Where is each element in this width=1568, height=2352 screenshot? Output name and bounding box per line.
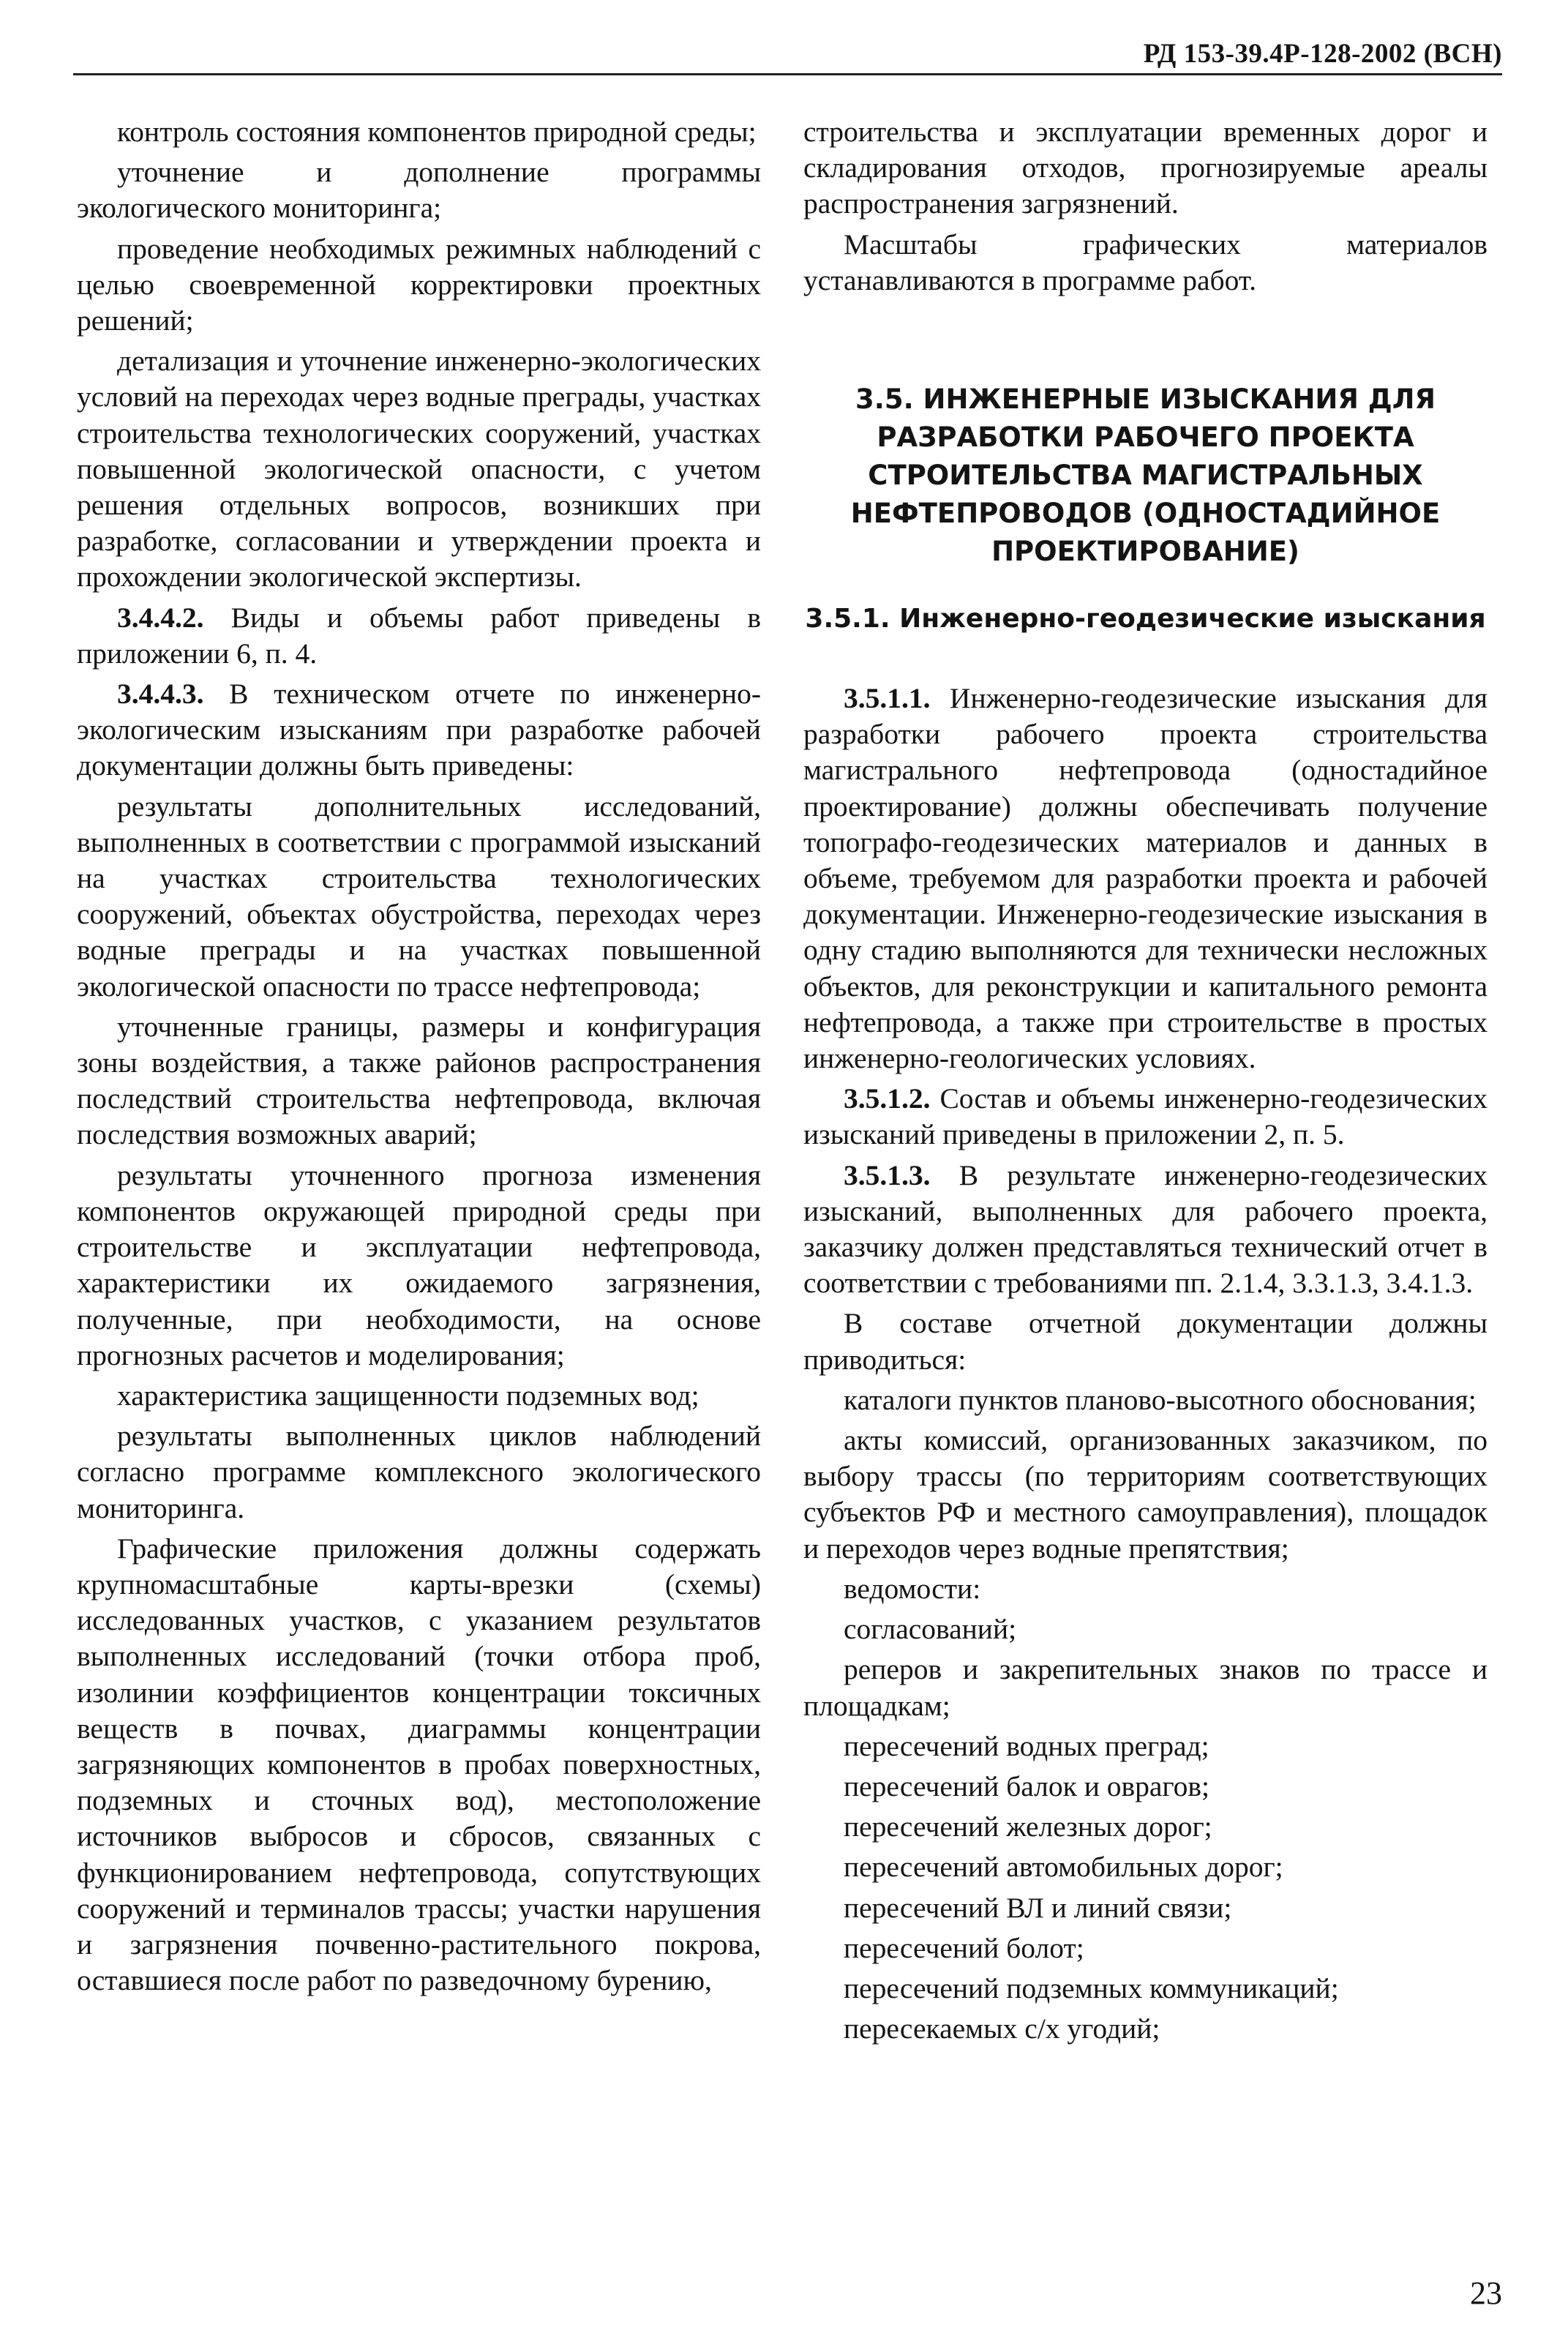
paragraph xyxy=(803,1306,1488,1377)
paragraph-text: Масштабы графических материалов устанавливаются в программе работ. xyxy=(803,228,1488,296)
clause-number: 3.4.4.3. xyxy=(117,678,204,711)
clause-number: 3.5.1.2. xyxy=(844,1082,931,1115)
paragraph-text: пересечений ВЛ и линий связи; xyxy=(844,1891,1232,1924)
paragraph-text: пересечений болот; xyxy=(844,1931,1084,1964)
paragraph xyxy=(803,681,1488,1076)
paragraph xyxy=(77,676,761,784)
paragraph xyxy=(77,231,761,340)
paragraph xyxy=(803,1652,1488,1723)
paragraph xyxy=(803,1971,1488,2007)
paragraph xyxy=(803,1571,1488,1607)
left-column xyxy=(77,114,761,1999)
paragraph xyxy=(77,789,761,1005)
right-column-bottom-text xyxy=(803,681,1488,2047)
paragraph xyxy=(803,1423,1488,1567)
paragraph-text: пересечений автомобильных дорог; xyxy=(844,1851,1283,1884)
paragraph-text: ведомости: xyxy=(844,1572,981,1605)
right-column-top-text xyxy=(803,114,1488,299)
paragraph xyxy=(803,1729,1488,1764)
paragraph-text: пересечений подземных коммуникаций; xyxy=(844,1971,1339,2004)
header-rule xyxy=(73,73,1502,75)
paragraph xyxy=(803,1158,1488,1302)
paragraph xyxy=(77,343,761,595)
subsection-heading: 3.5.1. Инженерно-геодезические изыскания xyxy=(805,604,1486,634)
paragraph xyxy=(77,600,761,672)
paragraph-text: детализация и уточнение инженерно-экологических условий на переходах через водные преграды, участках строительства технологических сооружений, участках повышенной экологической опасности, с учетом решения отдельных вопросов, возникших при разработке, согласовании и утверждении проекта и прохождении экологической экспертизы. xyxy=(77,345,761,593)
paragraph xyxy=(77,1531,761,1999)
clause-number: 3.5.1.1. xyxy=(844,682,931,715)
paragraph xyxy=(77,1378,761,1414)
paragraph xyxy=(77,1009,761,1153)
paragraph xyxy=(77,1158,761,1374)
paragraph-text: контроль состояния компонентов природной среды; xyxy=(117,116,757,148)
paragraph xyxy=(803,1809,1488,1845)
paragraph-text: В техническом отчете по инженерно-экологическим изысканиям при разработке рабочей документации должны быть приведены: xyxy=(77,678,761,782)
paragraph xyxy=(77,114,761,150)
paragraph xyxy=(77,1418,761,1527)
paragraph xyxy=(803,1930,1488,1966)
paragraph xyxy=(803,1849,1488,1885)
paragraph xyxy=(803,1081,1488,1153)
paragraph xyxy=(803,2011,1488,2047)
paragraph-text: характеристика защищенности подземных вод; xyxy=(117,1379,699,1412)
paragraph-text: Состав и объемы инженерно-геодезических изысканий приведены в приложении 2, п. 5. xyxy=(803,1082,1488,1151)
paragraph-text: Инженерно-геодезические изыскания для разработки рабочего проекта строительства магистрального нефтепровода (одностадийное проектирование) должны обеспечивать получение топографо-геодезических материалов и данных в объеме, требуемом для разработки проекта и рабочей документации. Инженерно-геодезические изыскания в одну стадию выполняются для технически несложных объектов, для реконструкции и капитального ремонта нефтепровода, а также при строительстве в простых инженерно-геологических условиях. xyxy=(803,682,1488,1075)
paragraph-text: пересечений балок и оврагов; xyxy=(844,1769,1209,1802)
paragraph-text: каталоги пунктов планово-высотного обоснования; xyxy=(844,1383,1477,1416)
paragraph-text: уточненные границы, размеры и конфигурация зоны воздействия, а также районов распространения последствий строительства нефтепровода, включая последствия возможных аварий; xyxy=(77,1010,761,1151)
paragraph-text: пересечений водных преград; xyxy=(844,1729,1209,1762)
paragraph xyxy=(803,1890,1488,1926)
paragraph-text: согласований; xyxy=(844,1613,1017,1646)
paragraph xyxy=(803,1611,1488,1647)
paragraph xyxy=(803,114,1488,222)
paragraph xyxy=(803,1382,1488,1418)
paragraph-text: пересекаемых с/х угодий; xyxy=(844,2012,1160,2045)
paragraph-text: реперов и закрепительных знаков по трассе и площадкам; xyxy=(803,1653,1488,1722)
paragraph xyxy=(803,227,1488,299)
paragraph-text: результаты уточненного прогноза изменения компонентов окружающей природной среды при строительстве и эксплуатации нефтепровода, характеристики их ожидаемого загрязнения, полученные, при необходимости, на основе прогнозных расчетов и моделирования; xyxy=(77,1158,761,1371)
paragraph-text: Виды и объемы работ приведены в приложении 6, п. 4. xyxy=(77,601,761,670)
clause-number: 3.4.4.2. xyxy=(117,601,204,634)
paragraph-text: Графические приложения должны содержать крупномасштабные карты-врезки (схемы) исследованных участков, с указанием результатов выполненных исследований (точки отбора проб, изолинии коэффициентов концентрации токсичных веществ в почвах, диаграммы концентрации загрязняющих компонентов в пробах поверхностных, подземных и сточных вод), местоположение источников выбросов и сбросов, связанных с функционированием нефтепровода, сопутствующих сооружений и терминалов трассы; участки нарушения и загрязнения почвенно-растительного покрова, оставшиеся после работ по разведочному бурению, xyxy=(77,1532,761,1997)
section-heading: 3.5. ИНЖЕНЕРНЫЕ ИЗЫСКАНИЯ ДЛЯ РАЗРАБОТКИ РАБОЧЕГО ПРОЕКТА СТРОИТЕЛЬСТВА МАГИСТРАЛЬНЫХ НЕФТЕПРОВОДОВ (ОДНОСТАДИЙНОЕ ПРОЕКТИРОВАНИЕ) xyxy=(850,383,1441,568)
paragraph-text: строительства и эксплуатации временных дорог и складирования отходов, прогнозируемые ареалы распространения загрязнений. xyxy=(803,116,1488,220)
paragraph-text: уточнение и дополнение программы экологического мониторинга; xyxy=(77,156,761,225)
paragraph-text: В результате инженерно-геодезических изысканий, выполненных для рабочего проекта, заказчику должен представляться технический отчет в соответствии с требованиями пп. 2.1.4, 3.3.1.3, 3.4.1.3. xyxy=(803,1158,1488,1300)
document-code-header: РД 153-39.4Р-128-2002 (ВСН) xyxy=(1143,39,1502,69)
page-number: 23 xyxy=(1470,2275,1502,2311)
clause-number: 3.5.1.3. xyxy=(844,1158,931,1191)
paragraph-text: проведение необходимых режимных наблюдений с целью своевременной корректировки проектных решений; xyxy=(77,232,761,337)
paragraph-text: акты комиссий, организованных заказчиком, по выбору трассы (по территориям соответствующих субъектов РФ и местного самоуправления), площадок и переходов через водные препятствия; xyxy=(803,1424,1488,1565)
right-column xyxy=(803,114,1488,2047)
paragraph-text: результаты выполненных циклов наблюдений согласно программе комплексного экологического мониторинга. xyxy=(77,1420,761,1524)
paragraph-text: пересечений железных дорог; xyxy=(844,1810,1212,1843)
paragraph-text: В составе отчетной документации должны приводиться: xyxy=(803,1307,1488,1376)
paragraph xyxy=(77,154,761,226)
paragraph xyxy=(803,1769,1488,1805)
paragraph-text: результаты дополнительных исследований, выполненных в соответствии с программой изысканий на участках строительства технологических сооружений, объектах обустройства, переходах через водные преграды и на участках повышенной экологической опасности по трассе нефтепровода; xyxy=(77,790,761,1003)
